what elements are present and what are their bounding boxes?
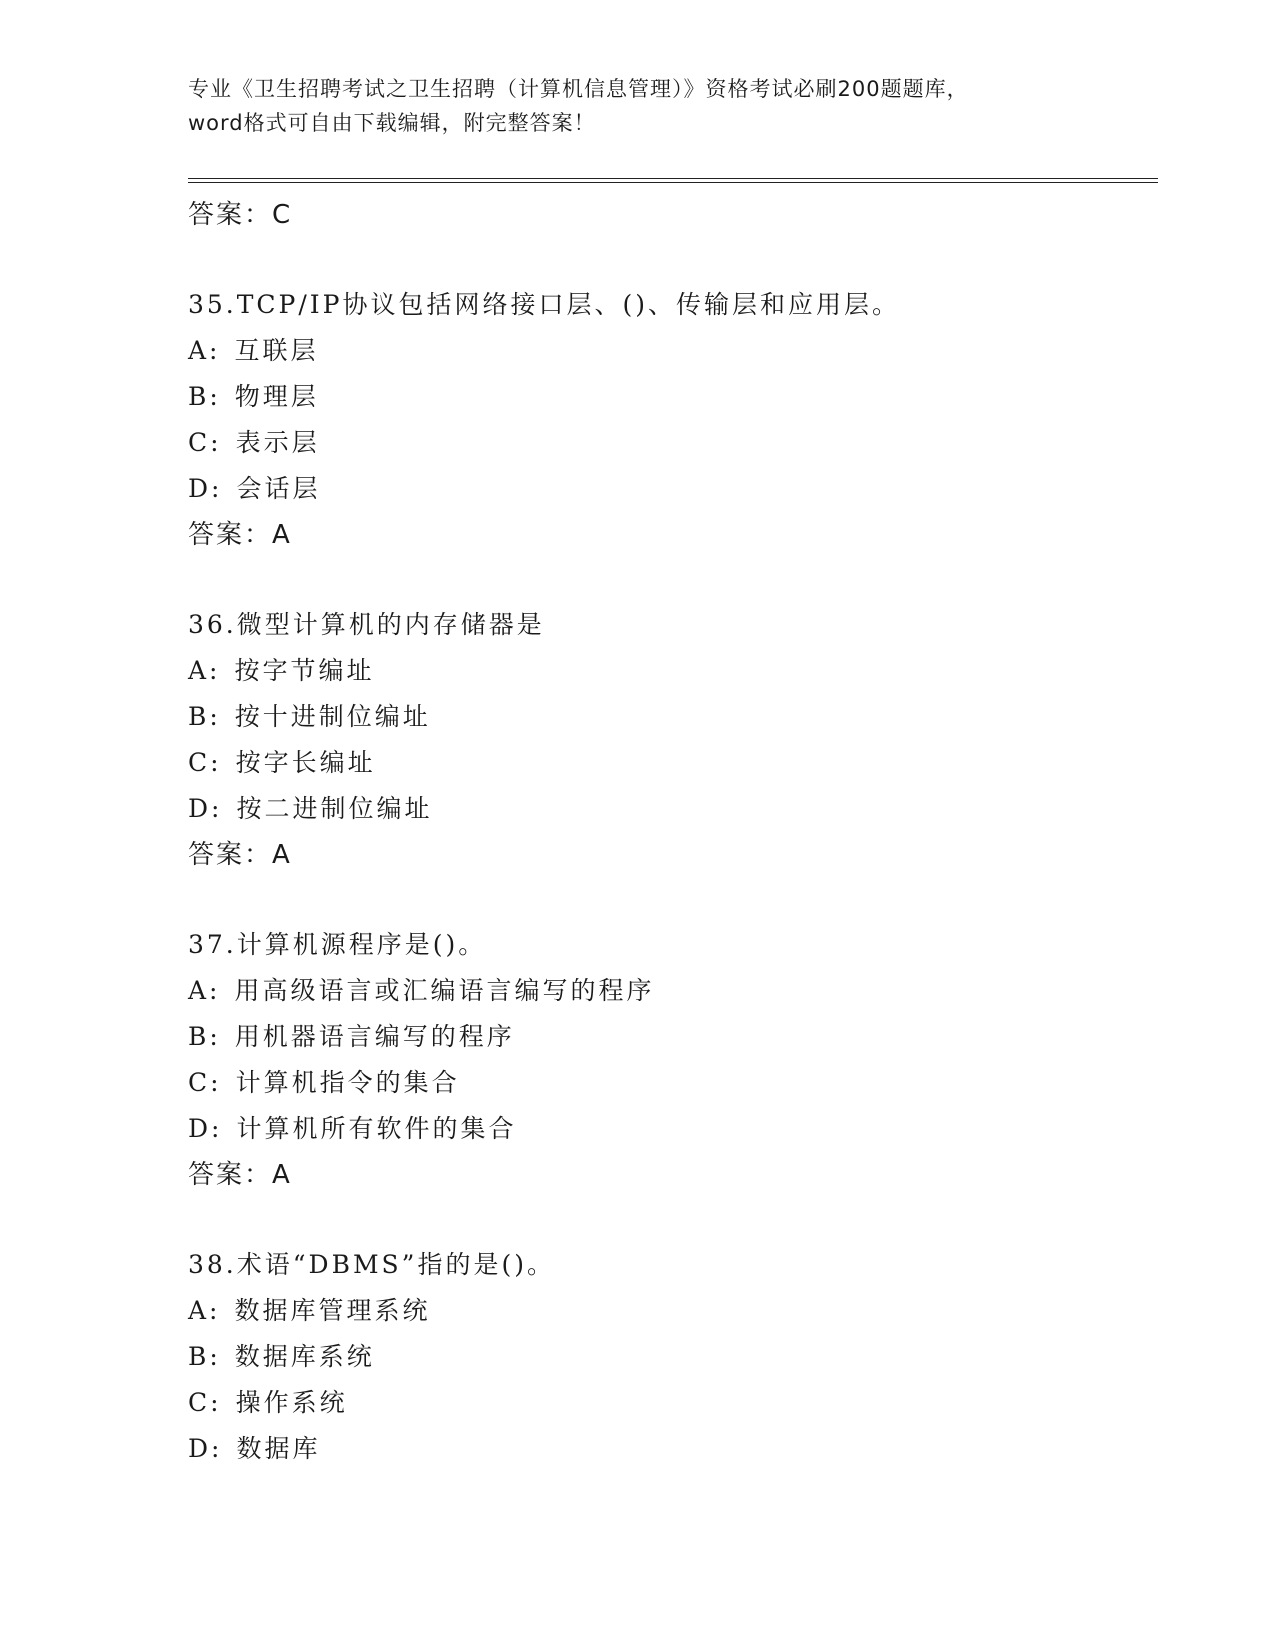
option-text: 互联层 — [234, 336, 319, 365]
option-a — [188, 648, 1158, 694]
option-text: 数据库管理系统 — [234, 1296, 431, 1325]
question-38 — [188, 1242, 1158, 1472]
spacer — [188, 878, 1158, 922]
question-35 — [188, 282, 1158, 558]
answer-37: 答案：A — [188, 1160, 292, 1190]
option-key: B: — [188, 1022, 221, 1051]
question-stem: 38.术语“DBMS”指的是()。 — [188, 1250, 555, 1279]
option-key: A: — [188, 336, 221, 365]
option-text: 操作系统 — [235, 1388, 348, 1417]
question-list — [188, 192, 1158, 1472]
spacer — [188, 558, 1158, 602]
option-d — [188, 466, 1158, 512]
option-text: 按二进制位编址 — [236, 794, 433, 823]
option-key: A: — [188, 976, 221, 1005]
page-header — [188, 72, 1088, 140]
header-line-1: 专业《卫生招聘考试之卫生招聘（计算机信息管理）》资格考试必刷200题题库， — [188, 77, 969, 101]
option-d — [188, 786, 1158, 832]
option-c — [188, 1380, 1158, 1426]
option-key: C: — [188, 1068, 222, 1097]
option-c — [188, 740, 1158, 786]
option-c — [188, 1060, 1158, 1106]
option-key: D: — [188, 1434, 223, 1463]
header-line-2: word格式可自由下载编辑，附完整答案！ — [188, 111, 596, 135]
option-key: A: — [188, 656, 221, 685]
option-a — [188, 968, 1158, 1014]
option-key: D: — [188, 794, 223, 823]
question-37 — [188, 922, 1158, 1198]
option-text: 用高级语言或汇编语言编写的程序 — [234, 976, 655, 1005]
option-key: D: — [188, 1114, 223, 1143]
answer-34: 答案：C — [188, 200, 293, 230]
question-stem: 36.微型计算机的内存储器是 — [188, 610, 545, 639]
option-key: B: — [188, 702, 221, 731]
option-key: B: — [188, 1342, 221, 1371]
option-text: 物理层 — [234, 382, 319, 411]
option-text: 计算机指令的集合 — [235, 1068, 460, 1097]
option-text: 数据库系统 — [234, 1342, 375, 1371]
option-c — [188, 420, 1158, 466]
option-text: 计算机所有软件的集合 — [236, 1114, 517, 1143]
option-text: 用机器语言编写的程序 — [234, 1022, 515, 1051]
option-b — [188, 1014, 1158, 1060]
answer-35: 答案：A — [188, 520, 292, 550]
option-text: 按字长编址 — [235, 748, 376, 777]
option-text: 会话层 — [236, 474, 321, 503]
answer-36: 答案：A — [188, 840, 292, 870]
option-key: C: — [188, 428, 222, 457]
option-key: A: — [188, 1296, 221, 1325]
question-stem: 35.TCP/IP协议包括网络接口层、()、传输层和应用层。 — [188, 290, 901, 319]
option-a — [188, 1288, 1158, 1334]
option-key: D: — [188, 474, 223, 503]
option-key: B: — [188, 382, 221, 411]
option-text: 数据库 — [236, 1434, 321, 1463]
option-d — [188, 1106, 1158, 1152]
option-text: 表示层 — [235, 428, 320, 457]
spacer — [188, 238, 1158, 282]
header-divider — [188, 178, 1158, 183]
option-text: 按字节编址 — [234, 656, 375, 685]
option-d — [188, 1426, 1158, 1472]
option-text: 按十进制位编址 — [234, 702, 431, 731]
question-36 — [188, 602, 1158, 878]
option-b — [188, 374, 1158, 420]
option-key: C: — [188, 748, 222, 777]
option-b — [188, 694, 1158, 740]
question-stem: 37.计算机源程序是()。 — [188, 930, 487, 959]
spacer — [188, 1198, 1158, 1242]
option-key: C: — [188, 1388, 222, 1417]
option-b — [188, 1334, 1158, 1380]
option-a — [188, 328, 1158, 374]
